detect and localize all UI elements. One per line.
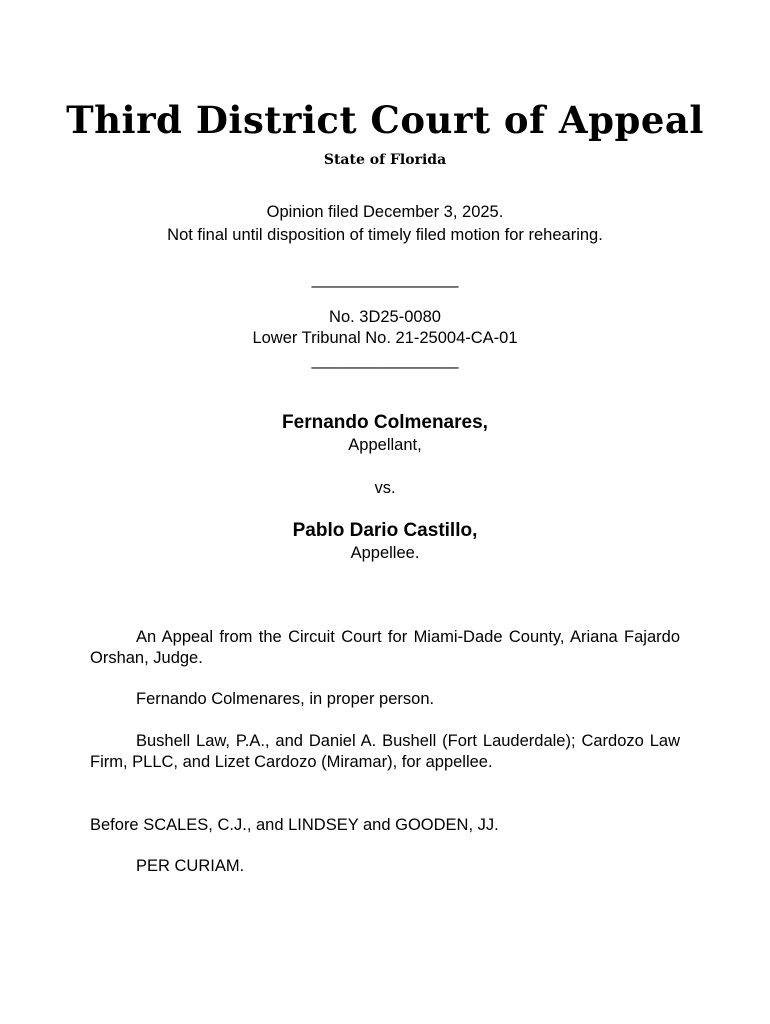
opinion-date: Opinion filed December 3, 2025. xyxy=(266,203,504,221)
court-state: State of Florida xyxy=(323,152,447,168)
appellant-counsel: Fernando Colmenares, in proper person. xyxy=(136,690,435,708)
lower-tribunal-number: Lower Tribunal No. 21-25004-CA-01 xyxy=(252,329,518,347)
appellee-name: Pablo Dario Castillo, xyxy=(292,520,478,541)
appellant-name: Fernando Colmenares, xyxy=(282,412,488,433)
case-number: No. 3D25-0080 xyxy=(329,308,441,326)
versus: vs. xyxy=(374,479,396,497)
separator-top: ________________ xyxy=(311,270,459,288)
appellant-role: Appellant, xyxy=(348,436,422,454)
appellee-role: Appellee. xyxy=(350,544,420,562)
appeal-from-paragraph: An Appeal from the Circuit Court for Miami-Dade County, Ariana Fajardo Orshan, Judge. xyxy=(90,628,680,667)
panel-judges: Before SCALES, C.J., and LINDSEY and GOODEN, JJ. xyxy=(90,816,499,834)
separator-bottom: ________________ xyxy=(311,351,459,369)
per-curiam: PER CURIAM. xyxy=(136,857,245,875)
appellee-counsel: Bushell Law, P.A., and Daniel A. Bushell (Fort Lauderdale); Cardozo Law Firm, PLLC, and Lizet Cardozo (Miramar), for appellee. xyxy=(90,732,680,771)
court-title: Third District Court of Appeal xyxy=(66,98,704,142)
rehearing-note: Not final until disposition of timely filed motion for rehearing. xyxy=(167,226,603,244)
